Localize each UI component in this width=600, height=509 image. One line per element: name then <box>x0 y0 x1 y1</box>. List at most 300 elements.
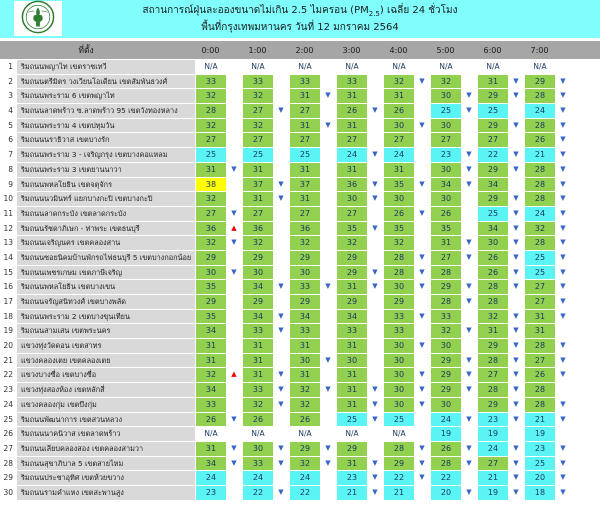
pm25-value: 28 <box>431 295 461 309</box>
trend-none <box>226 75 242 89</box>
pm25-value: 31 <box>196 339 226 353</box>
value-cell <box>336 266 383 280</box>
trend-down-icon: ▼ <box>372 267 378 276</box>
pm25-value: 25 <box>196 148 226 162</box>
row-number: 20 <box>3 341 13 351</box>
table-row <box>0 266 600 280</box>
station-name: ริมถนนซอยนิคมบ้านพักรถไฟธนบุรี 5 เขตบางกอกน้อย <box>17 251 195 265</box>
value-cell <box>336 280 383 294</box>
value-cell <box>430 222 477 236</box>
trend-down-icon: ▼ <box>419 458 425 467</box>
row-number: 30 <box>3 487 13 497</box>
pm25-value: 28 <box>525 163 555 177</box>
value-cell <box>195 413 242 427</box>
value-cell <box>524 178 571 192</box>
pm25-value: 26 <box>243 413 273 427</box>
station-values <box>195 75 571 89</box>
pm25-value: 25 <box>478 207 508 221</box>
value-cell <box>477 104 524 118</box>
pm25-value: 18 <box>525 486 555 500</box>
value-cell <box>524 104 571 118</box>
pm25-value: 21 <box>384 486 414 500</box>
time-header-label: 3:00 <box>342 45 361 55</box>
trend-none <box>414 60 430 74</box>
table-row <box>0 192 600 206</box>
pm25-value: N/A <box>486 62 500 71</box>
row-number: 14 <box>3 252 13 262</box>
pm25-value: 29 <box>290 295 320 309</box>
value-cell <box>477 368 524 382</box>
pm25-value: N/A <box>392 62 406 71</box>
pm25-value: 31 <box>478 75 508 89</box>
value-cell <box>477 133 524 147</box>
value-cell <box>477 236 524 250</box>
station-name: ริมถนนเจริญนคร เขตคลองสาน <box>17 236 195 250</box>
pm25-value: 31 <box>525 324 555 338</box>
pm25-value: 27 <box>196 133 226 147</box>
pm25-value: 34 <box>431 178 461 192</box>
trend-down-icon: ▼ <box>560 208 566 217</box>
value-cell <box>477 457 524 471</box>
value-cell <box>383 486 430 500</box>
pm25-value: 35 <box>337 222 367 236</box>
trend-none <box>508 178 524 192</box>
pm25-value: N/A <box>392 429 406 439</box>
value-cell <box>477 354 524 368</box>
pm25-value: 26 <box>478 251 508 265</box>
trend-none <box>226 178 242 192</box>
pm25-value: 33 <box>290 280 320 294</box>
trend-none <box>273 207 289 221</box>
value-cell <box>477 178 524 192</box>
station-name: ริมถนนสามเสน เขตพระนคร <box>17 324 195 338</box>
table-row <box>0 236 600 250</box>
trend-down-icon: ▼ <box>231 267 237 276</box>
value-cell <box>477 398 524 412</box>
trend-down-icon: ▼ <box>278 385 284 394</box>
value-cell <box>336 486 383 500</box>
pm25-value: 31 <box>337 398 367 412</box>
value-cell <box>336 354 383 368</box>
row-number: 4 <box>8 106 13 116</box>
value-cell <box>524 266 571 280</box>
trend-down-icon: ▼ <box>325 385 331 394</box>
value-cell <box>336 368 383 382</box>
pm25-value: 31 <box>337 368 367 382</box>
value-cell <box>242 310 289 324</box>
value-cell <box>289 398 336 412</box>
trend-down-icon: ▼ <box>278 106 284 115</box>
trend-down-icon: ▼ <box>278 458 284 467</box>
table-row <box>0 148 600 162</box>
trend-down-icon: ▼ <box>419 282 425 291</box>
pm25-value: 37 <box>243 178 273 192</box>
trend-down-icon: ▼ <box>278 326 284 335</box>
table-row <box>0 457 600 471</box>
trend-down-icon: ▼ <box>560 399 566 408</box>
pm25-value: N/A <box>298 62 312 71</box>
pm25-value: 29 <box>290 251 320 265</box>
value-cell <box>477 427 524 441</box>
pm25-value: 19 <box>478 486 508 500</box>
value-cell <box>289 354 336 368</box>
station-values <box>195 266 571 280</box>
trend-none <box>320 148 336 162</box>
value-cell <box>336 442 383 456</box>
pm25-value: 32 <box>290 398 320 412</box>
trend-down-icon: ▼ <box>372 223 378 232</box>
station-values <box>195 133 571 147</box>
value-cell <box>383 471 430 485</box>
time-header-label: 2:00 <box>295 45 314 55</box>
value-cell <box>195 383 242 397</box>
pm25-value: 31 <box>337 339 367 353</box>
trend-down-icon: ▼ <box>560 76 566 85</box>
trend-down-icon: ▼ <box>325 458 331 467</box>
table-row <box>0 251 600 265</box>
table-row <box>0 295 600 309</box>
trend-down-icon: ▼ <box>419 120 425 129</box>
row-number: 13 <box>3 238 13 248</box>
pm25-value: 29 <box>196 251 226 265</box>
pm25-value: 27 <box>478 133 508 147</box>
value-cell <box>430 339 477 353</box>
pm25-value: 34 <box>337 310 367 324</box>
value-cell <box>524 251 571 265</box>
time-header-1 <box>242 46 289 55</box>
pm25-value: 28 <box>525 119 555 133</box>
trend-down-icon: ▼ <box>513 91 519 100</box>
trend-none <box>367 295 383 309</box>
value-cell <box>195 148 242 162</box>
value-cell <box>430 280 477 294</box>
value-cell <box>195 133 242 147</box>
station-name: ริมถนนพญาไท เขตราชเทวี <box>17 60 195 74</box>
value-cell <box>383 178 430 192</box>
pm25-value: 27 <box>290 133 320 147</box>
pm25-value: 30 <box>290 266 320 280</box>
pm25-value: 28 <box>478 280 508 294</box>
trend-none <box>226 471 242 485</box>
trend-none <box>367 207 383 221</box>
value-cell <box>524 339 571 353</box>
value-cell <box>477 310 524 324</box>
trend-down-icon: ▼ <box>560 297 566 305</box>
pm25-value: 28 <box>525 192 555 206</box>
trend-none <box>226 133 242 147</box>
station-name: ริมถนนพัฒนาการ เขตสวนหลวง <box>17 413 195 427</box>
value-cell <box>524 207 571 221</box>
trend-none <box>320 60 336 74</box>
station-name: ริมถนนรัชดาภิเษก - ท่าพระ เขตธนบุรี <box>17 222 195 236</box>
table-row <box>0 163 600 177</box>
value-cell <box>383 324 430 338</box>
value-cell <box>242 427 289 441</box>
trend-none <box>320 266 336 280</box>
trend-down-icon: ▼ <box>513 164 519 173</box>
pm25-value: 20 <box>525 471 555 485</box>
pm25-value: 31 <box>337 457 367 471</box>
pm25-value: 35 <box>196 310 226 324</box>
value-cell <box>524 442 571 456</box>
trend-none <box>508 104 524 118</box>
station-name: แขวงบางซื่อ เขตบางซื่อ <box>17 368 195 382</box>
trend-none <box>320 192 336 206</box>
pm25-value: 35 <box>431 222 461 236</box>
pm25-value: 24 <box>290 471 320 485</box>
value-cell <box>336 457 383 471</box>
pm25-value: 27 <box>525 354 555 368</box>
pm25-value: 32 <box>196 236 226 250</box>
trend-down-icon: ▼ <box>560 179 566 188</box>
time-header-6 <box>477 46 524 55</box>
trend-down-icon: ▼ <box>513 355 519 364</box>
value-cell <box>477 413 524 427</box>
pm25-value: 22 <box>384 471 414 485</box>
pm25-value: 23 <box>478 413 508 427</box>
value-cell <box>383 398 430 412</box>
station-name: ริมถนนจรัญสนิทวงศ์ เขตบางพลัด <box>17 295 195 309</box>
pm25-value: 30 <box>384 119 414 133</box>
trend-down-icon: ▼ <box>560 164 566 173</box>
trend-down-icon: ▼ <box>466 355 472 364</box>
trend-down-icon: ▼ <box>325 282 331 291</box>
pm25-value: 29 <box>431 383 461 397</box>
trend-down-icon: ▼ <box>513 208 519 217</box>
trend-none <box>461 192 477 206</box>
pm25-value: 31 <box>196 163 226 177</box>
pm25-value: 28 <box>431 266 461 280</box>
trend-down-icon: ▼ <box>278 282 284 291</box>
pm25-value: 26 <box>196 413 226 427</box>
pm25-value: 29 <box>431 280 461 294</box>
value-cell <box>430 471 477 485</box>
station-values <box>195 471 571 485</box>
value-cell <box>524 192 571 206</box>
value-cell <box>195 236 242 250</box>
value-cell <box>242 471 289 485</box>
trend-down-icon: ▼ <box>419 473 425 482</box>
pm25-value: 27 <box>525 295 555 309</box>
pm25-value: 30 <box>431 89 461 103</box>
value-cell <box>477 280 524 294</box>
pm25-value: 29 <box>431 368 461 382</box>
trend-down-icon: ▼ <box>466 91 472 100</box>
value-cell <box>336 398 383 412</box>
pm25-value: N/A <box>204 429 218 439</box>
station-name: แขวงทุ่งสองห้อง เขตหลักสี่ <box>17 383 195 397</box>
table-row <box>0 339 600 353</box>
trend-down-icon: ▼ <box>231 458 237 467</box>
value-cell <box>477 383 524 397</box>
value-cell <box>195 295 242 309</box>
row-number: 19 <box>3 326 13 336</box>
value-cell <box>430 119 477 133</box>
value-cell <box>242 413 289 427</box>
value-cell <box>195 368 242 382</box>
trend-down-icon: ▼ <box>231 443 237 452</box>
trend-down-icon: ▼ <box>513 76 519 85</box>
value-cell <box>289 413 336 427</box>
value-cell <box>383 104 430 118</box>
value-cell <box>289 192 336 206</box>
pm25-value: 27 <box>196 207 226 221</box>
report-title: สถานการณ์ฝุ่นละอองขนาดไม่เกิน 2.5 ไมครอน $(PM_{2.5})$ เฉลี่ย 24 ชั่วโมง <box>142 4 458 18</box>
trend-none <box>461 133 477 147</box>
pm25-value: 31 <box>337 383 367 397</box>
trend-down-icon: ▼ <box>278 370 284 379</box>
value-cell <box>195 207 242 221</box>
pm25-value: 34 <box>196 457 226 471</box>
value-cell <box>289 295 336 309</box>
pm25-value: 29 <box>478 398 508 412</box>
value-cell <box>430 266 477 280</box>
table-row <box>0 310 600 324</box>
trend-down-icon: ▼ <box>419 385 425 394</box>
trend-down-icon: ▼ <box>466 238 472 247</box>
time-header-label: 5:00 <box>436 45 455 55</box>
value-cell <box>524 354 571 368</box>
trend-down-icon: ▼ <box>419 76 425 85</box>
trend-none <box>226 310 242 324</box>
trend-none <box>320 133 336 147</box>
station-values <box>195 427 571 441</box>
time-header-label: 6:00 <box>483 45 502 55</box>
trend-down-icon: ▼ <box>372 399 378 408</box>
trend-none <box>414 89 430 103</box>
value-cell <box>430 251 477 265</box>
row-number: 27 <box>3 443 13 453</box>
trend-none <box>320 368 336 382</box>
station-values <box>195 222 571 236</box>
trend-none <box>320 178 336 192</box>
trend-none <box>367 236 383 250</box>
value-cell <box>477 207 524 221</box>
value-cell <box>195 89 242 103</box>
row-number: 9 <box>8 179 13 189</box>
pm25-value: 25 <box>525 457 555 471</box>
pm25-value: 32 <box>478 310 508 324</box>
value-cell <box>336 427 383 441</box>
value-cell <box>524 471 571 485</box>
trend-none <box>367 60 383 74</box>
trend-none <box>461 310 477 324</box>
trend-down-icon: ▼ <box>419 311 425 320</box>
value-cell <box>289 324 336 338</box>
value-cell <box>242 133 289 147</box>
trend-down-icon: ▼ <box>466 370 472 379</box>
station-values <box>195 280 571 294</box>
value-cell <box>195 324 242 338</box>
table-body <box>0 60 600 501</box>
value-cell <box>195 119 242 133</box>
trend-none <box>273 471 289 485</box>
pm25-value: 37 <box>290 178 320 192</box>
value-cell <box>383 89 430 103</box>
pm25-value: 30 <box>431 398 461 412</box>
value-cell <box>383 383 430 397</box>
value-cell <box>383 75 430 89</box>
pm25-value: 32 <box>243 236 273 250</box>
value-cell <box>430 89 477 103</box>
table-row <box>0 133 600 147</box>
value-cell <box>242 207 289 221</box>
pm25-value: 34 <box>196 324 226 338</box>
pm25-value: 26 <box>431 442 461 456</box>
value-cell <box>242 75 289 89</box>
pm25-value: 25 <box>431 104 461 118</box>
value-cell <box>524 398 571 412</box>
trend-none <box>367 119 383 133</box>
pm25-value: 31 <box>290 368 320 382</box>
trend-down-icon: ▼ <box>466 150 472 159</box>
trend-none <box>414 192 430 206</box>
pm25-value: 26 <box>384 207 414 221</box>
pm25-value: 30 <box>478 236 508 250</box>
row-number: 23 <box>3 385 13 395</box>
trend-none <box>555 427 571 441</box>
trend-none <box>414 354 430 368</box>
trend-none <box>226 324 242 338</box>
value-cell <box>289 280 336 294</box>
table-row <box>0 60 600 74</box>
value-cell <box>195 398 242 412</box>
value-cell <box>289 148 336 162</box>
value-cell <box>524 295 571 309</box>
trend-down-icon: ▼ <box>513 150 519 159</box>
trend-none <box>226 354 242 368</box>
pm25-value: 29 <box>337 442 367 456</box>
pm25-value: 33 <box>243 457 273 471</box>
value-cell <box>383 266 430 280</box>
trend-down-icon: ▼ <box>560 370 566 379</box>
station-values <box>195 119 571 133</box>
station-values <box>195 413 571 427</box>
value-cell <box>336 119 383 133</box>
value-cell <box>242 178 289 192</box>
pm25-value: 30 <box>431 163 461 177</box>
pm25-value: 35 <box>384 178 414 192</box>
trend-none <box>555 383 571 397</box>
trend-none <box>273 60 289 74</box>
time-header-5 <box>430 46 477 55</box>
value-cell <box>242 236 289 250</box>
station-name: ริมถนนประชาอุทิศ เขตห้วยขวาง <box>17 471 195 485</box>
pm25-value: 29 <box>196 295 226 309</box>
pm25-value: 31 <box>243 368 273 382</box>
pm25-value: 32 <box>337 236 367 250</box>
station-values <box>195 457 571 471</box>
row-number: 22 <box>3 370 13 380</box>
value-cell <box>289 104 336 118</box>
trend-down-icon: ▼ <box>466 164 472 173</box>
pm25-value: 27 <box>525 280 555 294</box>
value-cell <box>477 119 524 133</box>
trend-none <box>226 339 242 353</box>
pm25-value: 23 <box>196 486 226 500</box>
pm25-value: 31 <box>337 119 367 133</box>
trend-down-icon: ▼ <box>513 120 519 129</box>
trend-down-icon: ▼ <box>372 458 378 467</box>
pm25-value: 26 <box>337 104 367 118</box>
pm25-value: 22 <box>478 148 508 162</box>
table-row <box>0 324 600 338</box>
pm25-value: 20 <box>431 486 461 500</box>
pm25-value: 34 <box>290 310 320 324</box>
pm25-value: 33 <box>384 310 414 324</box>
value-cell <box>336 236 383 250</box>
pm25-value: 29 <box>431 354 461 368</box>
